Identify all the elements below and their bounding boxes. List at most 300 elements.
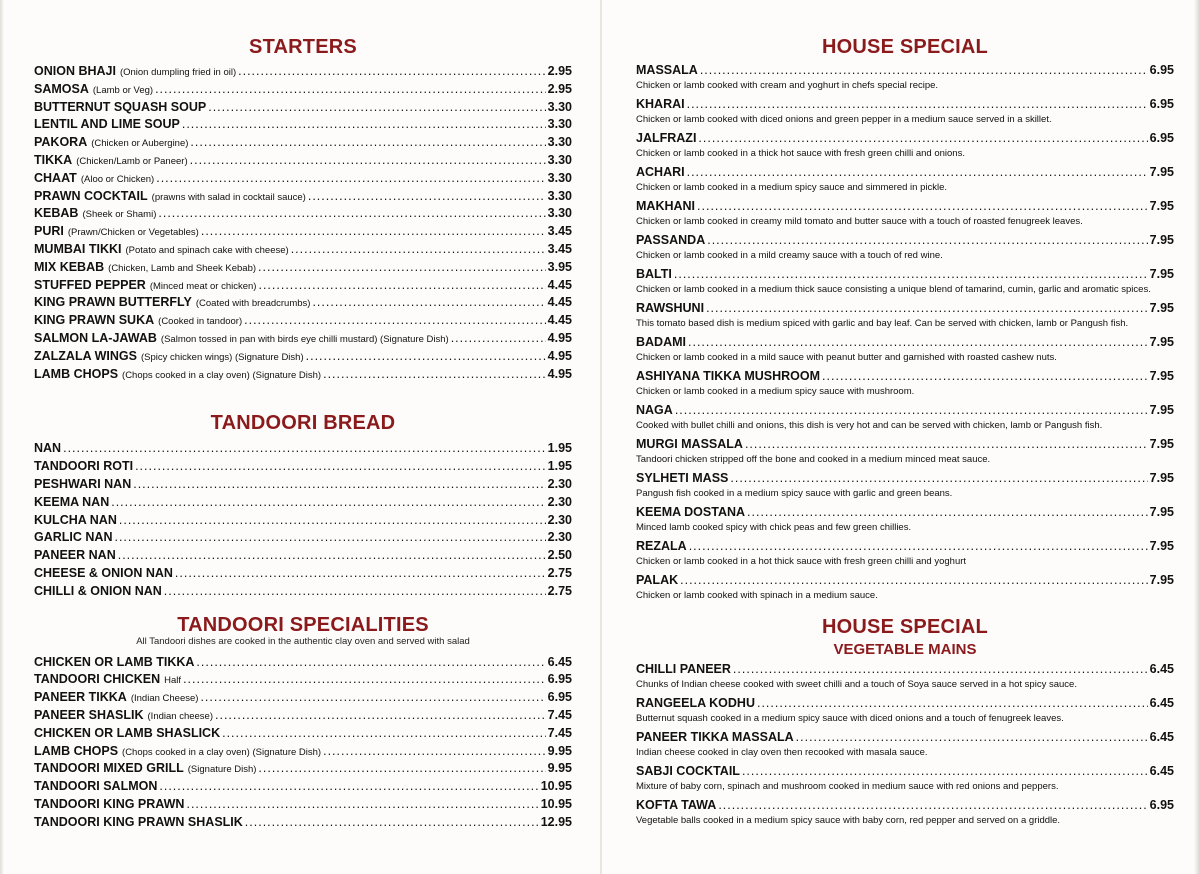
dot-leader bbox=[700, 63, 1148, 77]
dot-leader bbox=[687, 165, 1148, 179]
menu-item bbox=[34, 367, 572, 385]
item-name: NAN bbox=[34, 441, 62, 456]
item-name: MASSALA bbox=[636, 63, 698, 77]
item-price: 7.95 bbox=[1149, 301, 1174, 315]
item-price: 3.45 bbox=[547, 224, 572, 239]
item-description: (Prawn/Chicken or Vegetables) bbox=[67, 227, 199, 239]
dot-leader bbox=[118, 548, 546, 562]
item-name: PRAWN COCKTAIL (prawns with salad in cocktail sauce) bbox=[34, 188, 306, 203]
item-price: 2.30 bbox=[547, 476, 572, 491]
menu-item bbox=[34, 331, 572, 349]
dot-leader bbox=[306, 349, 546, 363]
item-row bbox=[636, 505, 1174, 521]
item-name: CHAAT (Aloo or Chicken) bbox=[34, 170, 155, 185]
dot-leader bbox=[244, 313, 546, 327]
item-price: 3.30 bbox=[547, 117, 572, 132]
item-name: PANEER SHASLIK (Indian cheese) bbox=[34, 707, 213, 722]
tandoori-specialities-note: All Tandoori dishes are cooked in the authentic clay oven and served with salad bbox=[136, 635, 470, 647]
dot-leader bbox=[208, 100, 545, 114]
item-name: NAGA bbox=[636, 403, 673, 417]
dot-leader bbox=[111, 495, 545, 509]
item-price: 7.95 bbox=[1149, 403, 1174, 417]
item-row bbox=[636, 539, 1174, 555]
item-description: Chicken or lamb cooked in creamy mild tomato and butter sauce with a touch of roasted fenugreek leaves. bbox=[636, 216, 1083, 227]
item-price: 7.95 bbox=[1149, 165, 1174, 179]
item-price: 4.95 bbox=[547, 366, 572, 381]
menu-item bbox=[34, 815, 572, 833]
item-description: (Chicken/Lamb or Paneer) bbox=[76, 155, 188, 167]
menu-item bbox=[34, 495, 572, 513]
menu-item bbox=[34, 726, 572, 744]
item-description: (Potato and spinach cake with cheese) bbox=[125, 244, 289, 256]
item-description: This tomato based dish is medium spiced with garlic and bay leaf. Can be served with chicken, lamb or Pangush fish. bbox=[636, 318, 1129, 329]
dot-leader bbox=[312, 295, 545, 309]
menu-item bbox=[34, 242, 572, 260]
item-price: 7.95 bbox=[1149, 539, 1174, 553]
dot-leader bbox=[133, 477, 545, 491]
dot-leader bbox=[675, 403, 1148, 417]
item-name: CHICKEN OR LAMB TIKKA bbox=[34, 654, 195, 669]
item-description: Chicken or lamb cooked in a hot thick sauce with fresh green chilli and yoghurt bbox=[636, 556, 967, 567]
menu-item bbox=[34, 313, 572, 331]
item-name: TIKKA (Chicken/Lamb or Paneer) bbox=[34, 152, 188, 167]
item-price: 3.30 bbox=[547, 99, 572, 114]
dot-leader bbox=[258, 260, 546, 274]
item-description: (prawns with salad in cocktail sauce) bbox=[151, 191, 306, 203]
item-row bbox=[636, 335, 1174, 351]
menu-item bbox=[636, 471, 1174, 500]
item-row bbox=[636, 97, 1174, 113]
menu-item bbox=[636, 301, 1174, 330]
item-name: RANGEELA KODHU bbox=[636, 696, 755, 710]
item-row bbox=[636, 199, 1174, 215]
vegetable-mains-list bbox=[636, 662, 1174, 827]
item-row bbox=[636, 471, 1174, 487]
dot-leader bbox=[159, 779, 538, 793]
menu-item bbox=[636, 505, 1174, 534]
item-name: BUTTERNUT SQUASH SOUP bbox=[34, 99, 207, 114]
item-name: MURGI MASSALA bbox=[636, 437, 743, 451]
item-name: PURI (Prawn/Chicken or Vegetables) bbox=[34, 224, 199, 239]
item-description: Chicken or lamb cooked in a medium thick sauce consisting a unique blend of tamarind, cumin, garlic and aromatic spices. bbox=[636, 284, 1151, 295]
dot-leader bbox=[706, 301, 1148, 315]
item-row bbox=[636, 798, 1174, 814]
menu-item bbox=[636, 696, 1174, 725]
dot-leader bbox=[215, 708, 546, 722]
item-description: Chicken or lamb cooked with diced onions and green pepper in a medium sauce served in a skillet. bbox=[636, 114, 1052, 125]
item-price: 2.50 bbox=[547, 548, 572, 563]
dot-leader bbox=[190, 153, 546, 167]
item-description: (Indian Cheese) bbox=[130, 693, 199, 705]
item-name: TANDOORI MIXED GRILL (Signature Dish) bbox=[34, 761, 257, 776]
item-price: 4.45 bbox=[547, 313, 572, 328]
item-name: TANDOORI KING PRAWN SHASLIK bbox=[34, 814, 243, 829]
menu-item bbox=[636, 233, 1174, 262]
menu-item bbox=[34, 548, 572, 566]
item-price: 7.95 bbox=[1149, 335, 1174, 349]
right-page bbox=[600, 0, 1200, 874]
item-price: 6.95 bbox=[547, 672, 572, 687]
item-name: SAMOSA (Lamb or Veg) bbox=[34, 81, 154, 96]
item-name: RAWSHUNI bbox=[636, 301, 705, 315]
menu-item bbox=[34, 153, 572, 171]
item-name: TANDOORI KING PRAWN bbox=[34, 796, 185, 811]
item-description: Chicken or lamb cooked in a mild creamy sauce with a touch of red wine. bbox=[636, 250, 943, 261]
dot-leader bbox=[757, 696, 1148, 710]
item-name: MIX KEBAB (Chicken, Lamb and Sheek Kebab) bbox=[34, 259, 257, 274]
menu-item bbox=[34, 82, 572, 100]
menu-item bbox=[34, 672, 572, 690]
menu-item bbox=[636, 335, 1174, 364]
menu-item bbox=[34, 64, 572, 82]
house-special-section bbox=[636, 36, 1174, 602]
dot-leader bbox=[451, 331, 546, 345]
item-name: BALTI bbox=[636, 267, 672, 281]
item-row bbox=[636, 165, 1174, 181]
item-name: KING PRAWN SUKA (Cooked in tandoor) bbox=[34, 313, 243, 328]
dot-leader bbox=[196, 655, 545, 669]
item-price: 10.95 bbox=[540, 796, 572, 811]
item-description: Chicken or lamb cooked in a thick hot sauce with fresh green chilli and onions. bbox=[636, 148, 965, 159]
dot-leader bbox=[291, 242, 546, 256]
item-description: (Spicy chicken wings) (Signature Dish) bbox=[141, 351, 304, 363]
item-price: 2.95 bbox=[547, 64, 572, 78]
item-name: KEBAB (Sheek or Shami) bbox=[34, 206, 157, 221]
menu-item bbox=[636, 267, 1174, 296]
menu-item bbox=[34, 513, 572, 531]
item-price: 3.30 bbox=[547, 188, 572, 203]
item-description: (Chicken or Aubergine) bbox=[91, 138, 189, 150]
item-price: 3.30 bbox=[547, 135, 572, 150]
item-name: PALAK bbox=[636, 573, 679, 587]
menu-item bbox=[34, 566, 572, 584]
item-price: 2.75 bbox=[547, 583, 572, 598]
item-name: TANDOORI ROTI bbox=[34, 459, 134, 474]
menu-item bbox=[34, 779, 572, 797]
item-description: Minced lamb cooked spicy with chick peas and few green chillies. bbox=[636, 522, 912, 533]
dot-leader bbox=[680, 573, 1148, 587]
dot-leader bbox=[822, 369, 1148, 383]
item-price: 3.30 bbox=[547, 206, 572, 221]
menu-item bbox=[636, 662, 1174, 691]
dot-leader bbox=[186, 797, 538, 811]
item-description: Tandoori chicken stripped off the bone and cooked in a medium minced meat sauce. bbox=[636, 454, 991, 465]
item-name: PESHWARI NAN bbox=[34, 476, 132, 491]
item-price: 7.95 bbox=[1149, 573, 1174, 587]
dot-leader bbox=[245, 815, 539, 829]
item-row bbox=[636, 267, 1174, 283]
item-price: 6.95 bbox=[1149, 63, 1174, 77]
dot-leader bbox=[730, 471, 1147, 485]
item-name: JALFRAZI bbox=[636, 131, 697, 145]
item-description: (Onion dumpling fried in oil) bbox=[119, 67, 237, 78]
dot-leader bbox=[323, 367, 546, 381]
menu-item bbox=[34, 224, 572, 242]
item-name: ONION BHAJI (Onion dumpling fried in oil) bbox=[34, 64, 237, 78]
vegetable-mains-subtitle: VEGETABLE MAINS bbox=[833, 641, 977, 658]
item-price: 4.45 bbox=[547, 277, 572, 292]
item-price: 7.45 bbox=[547, 725, 572, 740]
item-price: 6.95 bbox=[1149, 97, 1174, 111]
item-price: 12.95 bbox=[540, 814, 572, 829]
menu-item bbox=[636, 199, 1174, 228]
item-row bbox=[636, 573, 1174, 589]
item-description: (Salmon tossed in pan with birds eye chilli mustard) (Signature Dish) bbox=[160, 333, 449, 345]
menu-item bbox=[636, 798, 1174, 827]
item-description: Indian cheese cooked in clay oven then recooked with masala sauce. bbox=[636, 747, 928, 758]
item-price: 2.30 bbox=[547, 494, 572, 509]
item-price: 3.95 bbox=[547, 259, 572, 274]
item-price: 6.45 bbox=[1149, 662, 1174, 676]
item-description: (Cooked in tandoor) bbox=[158, 316, 243, 328]
menu-item bbox=[636, 730, 1174, 759]
dot-leader bbox=[308, 189, 546, 203]
item-name: CHICKEN OR LAMB SHASLICK bbox=[34, 725, 221, 740]
item-name: REZALA bbox=[636, 539, 687, 553]
tandoori-specialities-title: TANDOORI SPECIALITIES bbox=[177, 613, 429, 636]
item-description: Vegetable balls cooked in a medium spicy sauce with baby corn, red pepper and served on a griddle. bbox=[636, 815, 1061, 826]
item-price: 1.95 bbox=[547, 459, 572, 474]
item-name: PANEER NAN bbox=[34, 548, 116, 563]
item-name: CHEESE & ONION NAN bbox=[34, 565, 173, 580]
item-name: PAKORA (Chicken or Aubergine) bbox=[34, 135, 189, 150]
item-row bbox=[636, 131, 1174, 147]
item-description: Cooked with bullet chilli and onions, this dish is very hot and can be served with chicken, lamb or Pangush fish. bbox=[636, 420, 1103, 431]
dot-leader bbox=[119, 513, 546, 527]
dot-leader bbox=[733, 662, 1148, 676]
dot-leader bbox=[747, 505, 1148, 519]
item-price: 2.30 bbox=[547, 512, 572, 527]
menu-item bbox=[34, 260, 572, 278]
item-name: KEEMA DOSTANA bbox=[636, 505, 746, 519]
item-row bbox=[636, 403, 1174, 419]
house-special-title: HOUSE SPECIAL bbox=[822, 36, 988, 58]
item-name: LAMB CHOPS (Chops cooked in a clay oven) (Signature Dish) bbox=[34, 743, 322, 758]
item-price: 6.95 bbox=[547, 690, 572, 705]
menu-item bbox=[636, 573, 1174, 602]
item-price: 6.45 bbox=[547, 654, 572, 669]
menu-item bbox=[34, 744, 572, 762]
item-price: 6.45 bbox=[1149, 730, 1174, 744]
dot-leader bbox=[323, 744, 546, 758]
item-name: PANEER TIKKA MASSALA bbox=[636, 730, 794, 744]
item-price: 6.95 bbox=[1149, 798, 1174, 812]
menu-item bbox=[636, 437, 1174, 466]
dot-leader bbox=[258, 278, 545, 292]
item-name: SALMON LA-JAWAB (Salmon tossed in pan with birds eye chilli mustard) (Signature Dish) bbox=[34, 330, 449, 345]
item-price: 4.95 bbox=[547, 330, 572, 345]
item-name: PANEER TIKKA (Indian Cheese) bbox=[34, 690, 199, 705]
item-name: KULCHA NAN bbox=[34, 512, 117, 527]
house-special-list bbox=[636, 63, 1174, 602]
menu-item bbox=[34, 797, 572, 815]
item-price: 9.95 bbox=[547, 761, 572, 776]
item-price: 9.95 bbox=[547, 743, 572, 758]
tandoori-bread-section bbox=[34, 412, 572, 601]
menu-item bbox=[34, 295, 572, 313]
item-name: ASHIYANA TIKKA MUSHROOM bbox=[636, 369, 821, 383]
item-description: (Aloo or Chicken) bbox=[80, 173, 155, 185]
item-row bbox=[636, 233, 1174, 249]
item-row bbox=[636, 662, 1174, 678]
menu-item bbox=[34, 459, 572, 477]
menu-item bbox=[636, 165, 1174, 194]
menu-item bbox=[34, 171, 572, 189]
item-description: Chicken or lamb cooked with cream and yoghurt in chefs special recipe. bbox=[636, 80, 939, 91]
item-description: (Indian cheese) bbox=[147, 710, 213, 722]
dot-leader bbox=[707, 233, 1147, 247]
dot-leader bbox=[742, 764, 1148, 778]
dot-leader bbox=[190, 135, 545, 149]
item-name: CHILLI & ONION NAN bbox=[34, 583, 162, 598]
dot-leader bbox=[183, 672, 546, 686]
dot-leader bbox=[697, 199, 1148, 213]
item-description: (Chicken, Lamb and Sheek Kebab) bbox=[108, 262, 257, 274]
menu-item bbox=[636, 63, 1174, 92]
item-price: 6.95 bbox=[1149, 131, 1174, 145]
menu-item bbox=[34, 349, 572, 367]
item-row bbox=[636, 437, 1174, 453]
dot-leader bbox=[258, 761, 545, 775]
menu-item bbox=[636, 539, 1174, 568]
item-price: 4.45 bbox=[547, 295, 572, 310]
item-description: Pangush fish cooked in a medium spicy sauce with garlic and green beans. bbox=[636, 488, 953, 499]
item-price: 1.95 bbox=[547, 441, 572, 456]
item-description: Half bbox=[164, 675, 182, 687]
menu-item bbox=[636, 97, 1174, 126]
dot-leader bbox=[674, 267, 1148, 281]
item-price: 3.30 bbox=[547, 152, 572, 167]
item-name: LENTIL AND LIME SOUP bbox=[34, 117, 180, 132]
dot-leader bbox=[182, 117, 546, 131]
item-price: 2.75 bbox=[547, 565, 572, 580]
tandoori-specialities-section bbox=[34, 614, 572, 833]
item-price: 2.95 bbox=[547, 81, 572, 96]
item-description: (Coated with breadcrumbs) bbox=[195, 298, 311, 310]
dot-leader bbox=[114, 530, 545, 544]
dot-leader bbox=[156, 171, 545, 185]
item-description: Butternut squash cooked in a medium spicy sauce with diced onions and a touch of fenugreek leaves. bbox=[636, 713, 1064, 724]
item-name: TANDOORI CHICKEN Half bbox=[34, 672, 182, 687]
menu-item bbox=[636, 131, 1174, 160]
house-special-veg-section bbox=[636, 616, 1174, 827]
item-price: 2.30 bbox=[547, 530, 572, 545]
item-price: 3.30 bbox=[547, 170, 572, 185]
dot-leader bbox=[745, 437, 1148, 451]
item-row bbox=[636, 369, 1174, 385]
item-price: 7.95 bbox=[1149, 505, 1174, 519]
item-description: (Sheek or Shami) bbox=[82, 209, 157, 221]
item-name: PASSANDA bbox=[636, 233, 706, 247]
item-description: Chicken or lamb cooked in a mild sauce with peanut butter and garnished with roasted cashew nuts. bbox=[636, 352, 1057, 363]
dot-leader bbox=[155, 82, 546, 96]
item-price: 3.45 bbox=[547, 241, 572, 256]
item-price: 7.95 bbox=[1149, 471, 1174, 485]
dot-leader bbox=[63, 441, 546, 455]
tandoori-bread-list bbox=[34, 441, 572, 601]
item-name: LAMB CHOPS (Chops cooked in a clay oven) (Signature Dish) bbox=[34, 366, 322, 381]
menu-item bbox=[636, 369, 1174, 398]
item-row bbox=[636, 730, 1174, 746]
menu-item bbox=[34, 206, 572, 224]
item-description: Chicken or lamb cooked with spinach in a medium sauce. bbox=[636, 590, 878, 601]
item-price: 7.45 bbox=[547, 707, 572, 722]
item-name: ZALZALA WINGS (Spicy chicken wings) (Signature Dish) bbox=[34, 348, 304, 363]
item-description: (Lamb or Veg) bbox=[92, 84, 154, 96]
item-price: 6.45 bbox=[1149, 696, 1174, 710]
dot-leader bbox=[200, 690, 545, 704]
dot-leader bbox=[175, 566, 546, 580]
item-price: 4.95 bbox=[547, 348, 572, 363]
menu-item bbox=[34, 530, 572, 548]
item-description: Chicken or lamb cooked in a medium spicy sauce and simmered in pickle. bbox=[636, 182, 947, 193]
item-name: KHARAI bbox=[636, 97, 685, 111]
starters-section bbox=[34, 36, 572, 384]
menu-item bbox=[34, 655, 572, 673]
dot-leader bbox=[135, 459, 546, 473]
item-price: 6.45 bbox=[1149, 764, 1174, 778]
item-price: 7.95 bbox=[1149, 199, 1174, 213]
item-name: KING PRAWN BUTTERFLY (Coated with breadcrumbs) bbox=[34, 295, 311, 310]
item-row bbox=[636, 764, 1174, 780]
menu-item bbox=[34, 690, 572, 708]
dot-leader bbox=[238, 64, 546, 78]
menu-item bbox=[34, 278, 572, 296]
item-price: 7.95 bbox=[1149, 267, 1174, 281]
item-price: 10.95 bbox=[540, 779, 572, 794]
menu-item bbox=[34, 135, 572, 153]
item-description: (Minced meat or chicken) bbox=[149, 280, 257, 292]
menu-item bbox=[34, 189, 572, 207]
dot-leader bbox=[687, 97, 1148, 111]
menu-item bbox=[34, 477, 572, 495]
menu-item bbox=[34, 708, 572, 726]
item-description: Mixture of baby corn, spinach and mushroom cooked in medium sauce with red onions and peppers. bbox=[636, 781, 1059, 792]
dot-leader bbox=[201, 224, 546, 238]
tandoori-bread-title: TANDOORI BREAD bbox=[210, 412, 396, 435]
menu-item bbox=[34, 117, 572, 135]
menu-item bbox=[34, 441, 572, 459]
item-name: ACHARI bbox=[636, 165, 685, 179]
menu-item bbox=[34, 761, 572, 779]
house-special-veg-title: HOUSE SPECIAL bbox=[822, 616, 988, 638]
item-name: MUMBAI TIKKI (Potato and spinach cake with cheese) bbox=[34, 241, 289, 256]
item-name: GARLIC NAN bbox=[34, 530, 113, 545]
dot-leader bbox=[164, 584, 546, 598]
menu-item bbox=[34, 584, 572, 602]
starters-list bbox=[34, 64, 572, 384]
menu-item bbox=[636, 403, 1174, 432]
item-name: BADAMI bbox=[636, 335, 686, 349]
menu-item bbox=[636, 764, 1174, 793]
dot-leader bbox=[698, 131, 1147, 145]
item-name: SYLHETI MASS bbox=[636, 471, 729, 485]
item-description: Chicken or lamb cooked in a medium spicy sauce with mushroom. bbox=[636, 386, 915, 397]
dot-leader bbox=[158, 206, 545, 220]
item-price: 7.95 bbox=[1149, 437, 1174, 451]
item-row bbox=[636, 696, 1174, 712]
dot-leader bbox=[796, 730, 1148, 744]
item-name: KOFTA TAWA bbox=[636, 798, 717, 812]
item-name: KEEMA NAN bbox=[34, 494, 110, 509]
dot-leader bbox=[222, 726, 546, 740]
menu-item bbox=[34, 100, 572, 118]
item-row bbox=[636, 63, 1174, 79]
item-price: 7.95 bbox=[1149, 233, 1174, 247]
starters-title: STARTERS bbox=[249, 36, 357, 58]
tandoori-specialities-list bbox=[34, 655, 572, 833]
dot-leader bbox=[688, 335, 1148, 349]
